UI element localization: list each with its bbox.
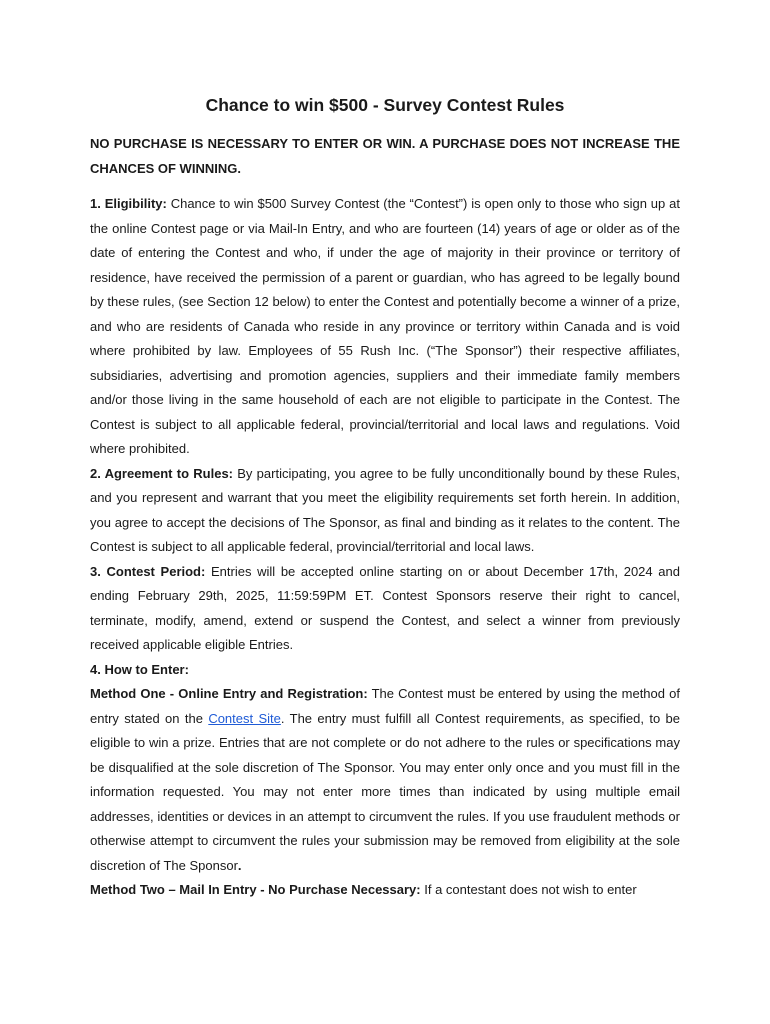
method-one-heading: Method One - Online Entry and Registration:: [90, 686, 368, 701]
method-two-heading: Method Two – Mail In Entry - No Purchase Necessary:: [90, 882, 421, 897]
eligibility-section: [90, 192, 680, 462]
method-two-text: If a contestant does not wish to enter: [420, 882, 637, 897]
agreement-text: By participating, you agree to be fully unconditionally bound by these Rules, and you represent and warrant that you meet the eligibility requirements set forth herein. In addition, you agree to accept the decisions of The Sponsor, as final and binding as it relates to the content. The Contest is subject to all applicable federal, provincial/territorial and local laws.: [90, 465, 681, 554]
method-one-section: [90, 682, 680, 878]
method-one-text-after-link: . The entry must fulfill all Contest requirements, as specified, to be eligible to win a prize. Entries that are not complete or do not adhere to the rules or specifications may be disqualified at the sole discretion of The Sponsor. You may enter only once and you must fill in the information requested. You may not enter more times than indicated by using multiple email addresses, identities or devices in an attempt to circumvent the rules. If you use fraudulent methods or otherwise attempt to circumvent the rules your submission may be removed from eligibility at the sole discretion of The Sponsor: [90, 710, 680, 873]
document-title: Chance to win $500 - Survey Contest Rules: [205, 95, 565, 115]
how-to-enter-heading: 4. How to Enter:: [90, 661, 189, 677]
contest-period-heading: 3. Contest Period:: [90, 563, 206, 579]
method-two-section: [90, 878, 680, 903]
contest-period-text: Entries will be accepted online starting on or about December 17th, 2024 and ending February 29th, 2025, 11:59:59PM ET. Contest Sponsors reserve their right to cancel, terminate, modify, amend, extend or suspend the Contest, and select a winner from previously received applicable eligible Entries.: [90, 563, 680, 652]
method-one-text-before-link: The Contest must be entered by using the method of entry stated on the: [90, 686, 680, 726]
contest-period-section: [90, 560, 680, 658]
agreement-section: [90, 462, 680, 560]
how-to-enter-section: [90, 658, 680, 683]
method-one-trailing-period: .: [237, 857, 242, 873]
eligibility-text: Chance to win $500 Survey Contest (the “Contest”) is open only to those who sign up at the online Contest page or via Mail-In Entry, and who are fourteen (14) years of age or older as of the date of entering the Contest and who, if under the age of majority in their province or territory of residence, have received the permission of a parent or guardian, who has agreed to be legally bound by these rules, (see Section 12 below) to enter the Contest and potentially become a winner of a prize, and who are residents of Canada who reside in any province or territory within Canada and is void where prohibited by law. Employees of 55 Rush Inc. (“The Sponsor”) their respective affiliates, subsidiaries, advertising and promotion agencies, suppliers and their immediate family members and/or those living in the same household of each are not eligible to participate in the Contest. The Contest is subject to all applicable federal, provincial/territorial and local laws and regulations. Void where prohibited.: [90, 196, 680, 456]
contest-site-link[interactable]: Contest Site: [208, 710, 281, 726]
agreement-heading: 2. Agreement to Rules:: [90, 465, 234, 481]
no-purchase-notice: NO PURCHASE IS NECESSARY TO ENTER OR WIN. A PURCHASE DOES NOT INCREASE THE CHANCES OF WINNING.: [90, 136, 680, 176]
eligibility-heading: 1. Eligibility:: [90, 196, 167, 211]
